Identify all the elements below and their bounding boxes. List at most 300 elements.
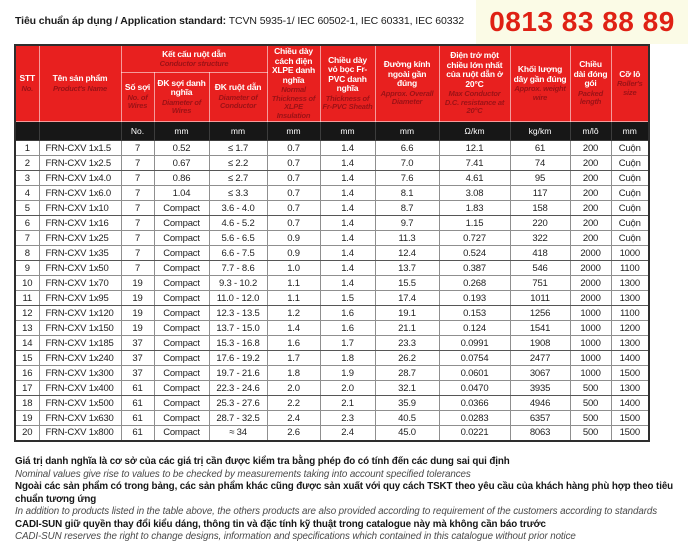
- cell-col10: 2000: [570, 261, 611, 276]
- cell-col6: 1.7: [320, 336, 375, 351]
- cell-col5: 0.9: [267, 246, 320, 261]
- cell-col3: Compact: [154, 396, 209, 411]
- col-header-wire-diameter: ĐK sợi danh nghĩa Diameter of Wires: [154, 73, 209, 122]
- cell-col9: 74: [510, 156, 570, 171]
- cell-col8: 0.0991: [439, 336, 510, 351]
- cell-col10: 1000: [570, 336, 611, 351]
- note-vi: Ngoài các sản phẩm có trong bảng, các sản phẩm khác cũng được sản xuất với quy cách TSKT theo yêu cầu của khách hàng phù hợp theo tiêu chuẩn tương ứng: [15, 481, 674, 505]
- cell-col6: 1.4: [320, 171, 375, 186]
- cell-col1: FRN-CXV 1x16: [39, 216, 121, 231]
- cell-col3: 0.86: [154, 171, 209, 186]
- table-header: [15, 45, 649, 141]
- cell-col3: 0.67: [154, 156, 209, 171]
- cell-col0: 13: [15, 321, 39, 336]
- cell-col3: Compact: [154, 321, 209, 336]
- hotline-number: 0813 83 88 89: [489, 6, 675, 37]
- cell-col5: 0.7: [267, 171, 320, 186]
- cell-col11: 1400: [611, 396, 649, 411]
- col-header-packed-length: Chiều dài đóng gói Packed length: [570, 45, 611, 122]
- col-group-conductor-structure: Kết cấu ruột dẫn Conductor structure: [121, 45, 267, 73]
- cell-col10: 200: [570, 201, 611, 216]
- col-header-dc-resistance: Điện trở một chiều lớn nhất của ruột dẫn ở 20°C Max Conductor D.C. resistance at 20°C: [439, 45, 510, 122]
- unit-cell: m/lô: [570, 122, 611, 141]
- cell-col2: 19: [121, 291, 154, 306]
- hotline-box: [476, 0, 688, 44]
- unit-cell: mm: [209, 122, 267, 141]
- cell-col6: 1.6: [320, 306, 375, 321]
- cell-col0: 4: [15, 186, 39, 201]
- cell-col8: 7.41: [439, 156, 510, 171]
- cell-col9: 1541: [510, 321, 570, 336]
- cell-col5: 2.0: [267, 381, 320, 396]
- cell-col2: 7: [121, 156, 154, 171]
- cell-col11: 1300: [611, 291, 649, 306]
- cell-col1: FRN-CXV 1x500: [39, 396, 121, 411]
- cell-col10: 200: [570, 171, 611, 186]
- cell-col3: Compact: [154, 261, 209, 276]
- table-row: [15, 291, 649, 306]
- cell-col11: 1300: [611, 381, 649, 396]
- spec-table: [14, 44, 650, 442]
- note-en: Nominal values give rise to values to be checked by measurements taking into account specified tolerances: [15, 468, 471, 480]
- cell-col10: 200: [570, 141, 611, 156]
- cell-col4: 3.6 - 4.0: [209, 201, 267, 216]
- cell-col6: 1.4: [320, 141, 375, 156]
- cell-col2: 7: [121, 186, 154, 201]
- cell-col2: 7: [121, 216, 154, 231]
- cell-col1: FRN-CXV 1x35: [39, 246, 121, 261]
- cell-col0: 7: [15, 231, 39, 246]
- cell-col8: 0.0470: [439, 381, 510, 396]
- table-row: [15, 216, 649, 231]
- unit-cell: mm: [320, 122, 375, 141]
- cell-col10: 500: [570, 411, 611, 426]
- cell-col9: 117: [510, 186, 570, 201]
- cell-col4: 17.6 - 19.2: [209, 351, 267, 366]
- cell-col1: FRN-CXV 1x240: [39, 351, 121, 366]
- cell-col1: FRN-CXV 1x2.5: [39, 156, 121, 171]
- cell-col2: 61: [121, 396, 154, 411]
- cell-col7: 32.1: [375, 381, 439, 396]
- cell-col5: 1.4: [267, 321, 320, 336]
- table-row: [15, 156, 649, 171]
- cell-col9: 2477: [510, 351, 570, 366]
- cell-col10: 2000: [570, 291, 611, 306]
- table-row: [15, 411, 649, 426]
- cell-col0: 20: [15, 426, 39, 441]
- cell-col0: 6: [15, 216, 39, 231]
- unit-cell-blank: [15, 122, 39, 141]
- cell-col11: Cuộn: [611, 186, 649, 201]
- cell-col7: 9.7: [375, 216, 439, 231]
- cell-col0: 2: [15, 156, 39, 171]
- cell-col5: 0.7: [267, 186, 320, 201]
- cell-col10: 500: [570, 381, 611, 396]
- cell-col0: 11: [15, 291, 39, 306]
- cell-col8: 1.83: [439, 201, 510, 216]
- col-header-product-name: Tên sản phẩm Product's Name: [39, 45, 121, 122]
- col-header-stt-vi: STT: [19, 73, 35, 83]
- cell-col5: 1.0: [267, 261, 320, 276]
- cell-col9: 3067: [510, 366, 570, 381]
- cell-col4: 9.3 - 10.2: [209, 276, 267, 291]
- cell-col4: ≤ 1.7: [209, 141, 267, 156]
- cell-col7: 6.6: [375, 141, 439, 156]
- col-header-roller-size: Cỡ lô Roller's size: [611, 45, 649, 122]
- cell-col4: 12.3 - 13.5: [209, 306, 267, 321]
- cell-col2: 7: [121, 261, 154, 276]
- unit-cell-blank: [39, 122, 121, 141]
- cell-col0: 18: [15, 396, 39, 411]
- cell-col1: FRN-CXV 1x300: [39, 366, 121, 381]
- cell-col1: FRN-CXV 1x25: [39, 231, 121, 246]
- cell-col2: 37: [121, 366, 154, 381]
- cell-col11: Cuộn: [611, 231, 649, 246]
- cell-col9: 1011: [510, 291, 570, 306]
- cell-col1: FRN-CXV 1x185: [39, 336, 121, 351]
- cell-col11: Cuộn: [611, 201, 649, 216]
- cell-col6: 1.4: [320, 246, 375, 261]
- cell-col7: 40.5: [375, 411, 439, 426]
- cell-col8: 0.0601: [439, 366, 510, 381]
- cell-col1: FRN-CXV 1x70: [39, 276, 121, 291]
- cell-col11: 1100: [611, 261, 649, 276]
- cell-col5: 2.6: [267, 426, 320, 441]
- cell-col1: FRN-CXV 1x4.0: [39, 171, 121, 186]
- cell-col10: 200: [570, 216, 611, 231]
- note-vi: CADI-SUN giữ quyền thay đổi kiểu dáng, thông tin và đặc tính kỹ thuật trong catalogue này mà không cần báo trước: [15, 518, 546, 530]
- cell-col8: 0.0221: [439, 426, 510, 441]
- cell-col9: 220: [510, 216, 570, 231]
- cell-col6: 1.8: [320, 351, 375, 366]
- cell-col5: 1.1: [267, 291, 320, 306]
- cell-col3: Compact: [154, 216, 209, 231]
- cell-col0: 17: [15, 381, 39, 396]
- cell-col6: 1.6: [320, 321, 375, 336]
- cell-col4: ≤ 2.7: [209, 171, 267, 186]
- table-row: [15, 231, 649, 246]
- cell-col1: FRN-CXV 1x400: [39, 381, 121, 396]
- table-row: [15, 201, 649, 216]
- cell-col0: 19: [15, 411, 39, 426]
- col-header-stt-en: No.: [21, 83, 33, 93]
- table-row: [15, 396, 649, 411]
- cell-col2: 19: [121, 306, 154, 321]
- cell-col2: 61: [121, 411, 154, 426]
- cell-col10: 200: [570, 186, 611, 201]
- cell-col4: 19.7 - 21.6: [209, 366, 267, 381]
- cell-col4: 11.0 - 12.0: [209, 291, 267, 306]
- cell-col8: 0.0754: [439, 351, 510, 366]
- cell-col9: 1908: [510, 336, 570, 351]
- cell-col9: 4946: [510, 396, 570, 411]
- table-row: [15, 366, 649, 381]
- table-row: [15, 141, 649, 156]
- cell-col4: 4.6 - 5.2: [209, 216, 267, 231]
- cell-col3: Compact: [154, 231, 209, 246]
- cell-col9: 8063: [510, 426, 570, 441]
- cell-col9: 1256: [510, 306, 570, 321]
- cell-col7: 26.2: [375, 351, 439, 366]
- cell-col8: 0.387: [439, 261, 510, 276]
- cell-col7: 15.5: [375, 276, 439, 291]
- units-row: [15, 122, 649, 141]
- application-standard-label: Tiêu chuẩn áp dụng / Application standard:: [15, 15, 227, 27]
- cell-col4: ≈ 34: [209, 426, 267, 441]
- footer-notes: [15, 456, 675, 544]
- cell-col4: ≤ 2.2: [209, 156, 267, 171]
- top-bar: [0, 0, 688, 44]
- cell-col7: 21.1: [375, 321, 439, 336]
- col-header-stt: [15, 45, 39, 122]
- cell-col3: 0.52: [154, 141, 209, 156]
- cell-col4: 15.3 - 16.8: [209, 336, 267, 351]
- cell-col10: 500: [570, 396, 611, 411]
- cell-col1: FRN-CXV 1x1.5: [39, 141, 121, 156]
- cell-col11: 1200: [611, 321, 649, 336]
- table-row: [15, 336, 649, 351]
- table-row: [15, 186, 649, 201]
- cell-col7: 45.0: [375, 426, 439, 441]
- cell-col2: 37: [121, 336, 154, 351]
- table-row: [15, 321, 649, 336]
- cell-col11: Cuộn: [611, 171, 649, 186]
- cell-col2: 7: [121, 231, 154, 246]
- cell-col0: 9: [15, 261, 39, 276]
- cell-col8: 4.61: [439, 171, 510, 186]
- cell-col1: FRN-CXV 1x800: [39, 426, 121, 441]
- cell-col9: 418: [510, 246, 570, 261]
- cell-col5: 0.9: [267, 231, 320, 246]
- cell-col9: 6357: [510, 411, 570, 426]
- cell-col11: 1100: [611, 306, 649, 321]
- cell-col10: 500: [570, 426, 611, 441]
- cell-col1: FRN-CXV 1x150: [39, 321, 121, 336]
- cell-col5: 2.2: [267, 396, 320, 411]
- cell-col4: 13.7 - 15.0: [209, 321, 267, 336]
- cell-col11: Cuộn: [611, 216, 649, 231]
- cell-col0: 15: [15, 351, 39, 366]
- cell-col1: FRN-CXV 1x95: [39, 291, 121, 306]
- cell-col5: 2.4: [267, 411, 320, 426]
- cell-col2: 7: [121, 141, 154, 156]
- cell-col5: 0.7: [267, 201, 320, 216]
- cell-col6: 2.3: [320, 411, 375, 426]
- col-header-overall-diameter: Đường kính ngoài gần đúng Approx. Overall Diameter: [375, 45, 439, 122]
- cell-col7: 35.9: [375, 396, 439, 411]
- cell-col7: 13.7: [375, 261, 439, 276]
- cell-col7: 12.4: [375, 246, 439, 261]
- cell-col11: 1500: [611, 426, 649, 441]
- cell-col11: 1400: [611, 351, 649, 366]
- cell-col6: 1.9: [320, 366, 375, 381]
- cell-col3: Compact: [154, 276, 209, 291]
- cell-col6: 2.1: [320, 396, 375, 411]
- unit-cell: mm: [154, 122, 209, 141]
- cell-col3: Compact: [154, 291, 209, 306]
- cell-col10: 1000: [570, 321, 611, 336]
- unit-cell: mm: [375, 122, 439, 141]
- col-header-no-of-wires: Số sợi No. of Wires: [121, 73, 154, 122]
- unit-cell: mm: [267, 122, 320, 141]
- cell-col0: 3: [15, 171, 39, 186]
- cell-col5: 1.6: [267, 336, 320, 351]
- cell-col7: 8.1: [375, 186, 439, 201]
- cell-col6: 2.0: [320, 381, 375, 396]
- cell-col2: 19: [121, 321, 154, 336]
- cell-col7: 17.4: [375, 291, 439, 306]
- cell-col10: 200: [570, 231, 611, 246]
- cell-col2: 19: [121, 276, 154, 291]
- cell-col5: 1.1: [267, 276, 320, 291]
- cell-col9: 61: [510, 141, 570, 156]
- cell-col2: 37: [121, 351, 154, 366]
- cell-col8: 1.15: [439, 216, 510, 231]
- cell-col6: 1.4: [320, 261, 375, 276]
- cell-col10: 2000: [570, 246, 611, 261]
- cell-col11: 1300: [611, 276, 649, 291]
- cell-col10: 2000: [570, 276, 611, 291]
- cell-col6: 1.4: [320, 276, 375, 291]
- cell-col11: 1000: [611, 246, 649, 261]
- cell-col8: 0.124: [439, 321, 510, 336]
- cell-col8: 0.0366: [439, 396, 510, 411]
- unit-cell: Ω/km: [439, 122, 510, 141]
- cell-col3: Compact: [154, 306, 209, 321]
- cell-col4: ≤ 3.3: [209, 186, 267, 201]
- cell-col10: 1000: [570, 366, 611, 381]
- application-standard-value: TCVN 5935-1/ IEC 60502-1, IEC 60331, IEC 60332: [226, 15, 464, 27]
- cell-col5: 0.7: [267, 216, 320, 231]
- cell-col7: 23.3: [375, 336, 439, 351]
- cell-col7: 19.1: [375, 306, 439, 321]
- note-en: In addition to products listed in the table above, the others products are also provided according to requirement of the customers according to standards: [15, 506, 658, 517]
- cell-col6: 1.4: [320, 156, 375, 171]
- cell-col8: 3.08: [439, 186, 510, 201]
- cell-col0: 10: [15, 276, 39, 291]
- cell-col4: 5.6 - 6.5: [209, 231, 267, 246]
- cell-col2: 61: [121, 426, 154, 441]
- cell-col6: 1.4: [320, 201, 375, 216]
- cell-col11: Cuộn: [611, 156, 649, 171]
- cell-col6: 2.4: [320, 426, 375, 441]
- cell-col3: Compact: [154, 351, 209, 366]
- cell-col5: 0.7: [267, 141, 320, 156]
- col-header-sheath-thickness: Chiều dày vỏ bọc Fr-PVC danh nghĩa Thickness of Fr-PVC Sheath: [320, 45, 375, 122]
- cell-col0: 8: [15, 246, 39, 261]
- cell-col4: 25.3 - 27.6: [209, 396, 267, 411]
- cell-col9: 322: [510, 231, 570, 246]
- col-header-xlpe-thickness: Chiều dày cách điện XLPE danh nghĩa Normal Thickness of XLPE Insulation: [267, 45, 320, 122]
- cell-col8: 0.524: [439, 246, 510, 261]
- unit-cell: kg/km: [510, 122, 570, 141]
- cell-col4: 22.3 - 24.6: [209, 381, 267, 396]
- cell-col1: FRN-CXV 1x50: [39, 261, 121, 276]
- cell-col6: 1.4: [320, 216, 375, 231]
- cell-col4: 28.7 - 32.5: [209, 411, 267, 426]
- cell-col2: 7: [121, 246, 154, 261]
- cell-col8: 0.268: [439, 276, 510, 291]
- cell-col6: 1.4: [320, 231, 375, 246]
- application-standard-line: [15, 15, 464, 27]
- cell-col1: FRN-CXV 1x120: [39, 306, 121, 321]
- col-header-weight: Khối lượng dây gần đúng Approx. weight wire: [510, 45, 570, 122]
- cell-col11: Cuộn: [611, 141, 649, 156]
- cell-col3: Compact: [154, 246, 209, 261]
- cell-col10: 1000: [570, 306, 611, 321]
- cell-col0: 14: [15, 336, 39, 351]
- cell-col7: 28.7: [375, 366, 439, 381]
- cell-col6: 1.4: [320, 186, 375, 201]
- table-row: [15, 306, 649, 321]
- unit-cell: mm: [611, 122, 649, 141]
- table-row: [15, 276, 649, 291]
- cell-col5: 0.7: [267, 156, 320, 171]
- cell-col3: Compact: [154, 366, 209, 381]
- cell-col7: 8.7: [375, 201, 439, 216]
- cell-col0: 12: [15, 306, 39, 321]
- cell-col10: 1000: [570, 351, 611, 366]
- cell-col5: 1.7: [267, 351, 320, 366]
- table-row: [15, 171, 649, 186]
- cell-col8: 0.0283: [439, 411, 510, 426]
- cell-col5: 1.8: [267, 366, 320, 381]
- cell-col9: 158: [510, 201, 570, 216]
- table-row: [15, 246, 649, 261]
- table-row: [15, 351, 649, 366]
- cell-col1: FRN-CXV 1x10: [39, 201, 121, 216]
- cell-col5: 1.2: [267, 306, 320, 321]
- cell-col4: 6.6 - 7.5: [209, 246, 267, 261]
- cell-col3: Compact: [154, 426, 209, 441]
- note-vi: Giá trị danh nghĩa là cơ sở của các giá trị cần được kiểm tra bằng phép đo có tính đến các dung sai qui định: [15, 456, 510, 467]
- cell-col1: FRN-CXV 1x6.0: [39, 186, 121, 201]
- cell-col8: 0.153: [439, 306, 510, 321]
- table-row: [15, 381, 649, 396]
- cell-col8: 0.727: [439, 231, 510, 246]
- cell-col0: 16: [15, 366, 39, 381]
- cell-col3: Compact: [154, 411, 209, 426]
- unit-cell: No.: [121, 122, 154, 141]
- cell-col3: Compact: [154, 201, 209, 216]
- cell-col9: 3935: [510, 381, 570, 396]
- note-en: CADI-SUN reserves the right to change designs, information and specifications which contained in this catalogue without prior notice: [15, 531, 576, 542]
- cell-col11: 1500: [611, 411, 649, 426]
- cell-col7: 7.0: [375, 156, 439, 171]
- cell-col7: 7.6: [375, 171, 439, 186]
- cell-col0: 1: [15, 141, 39, 156]
- cell-col11: 1300: [611, 336, 649, 351]
- cell-col0: 5: [15, 201, 39, 216]
- cell-col8: 0.193: [439, 291, 510, 306]
- cell-col3: Compact: [154, 381, 209, 396]
- cell-col3: 1.04: [154, 186, 209, 201]
- cell-col9: 751: [510, 276, 570, 291]
- cell-col11: 1500: [611, 366, 649, 381]
- cell-col1: FRN-CXV 1x630: [39, 411, 121, 426]
- cell-col2: 7: [121, 171, 154, 186]
- cell-col3: Compact: [154, 336, 209, 351]
- cell-col4: 7.7 - 8.6: [209, 261, 267, 276]
- cell-col10: 200: [570, 156, 611, 171]
- table-row: [15, 426, 649, 441]
- cell-col6: 1.5: [320, 291, 375, 306]
- cell-col9: 95: [510, 171, 570, 186]
- cell-col8: 12.1: [439, 141, 510, 156]
- col-header-conductor-diameter: ĐK ruột dẫn Diameter of Conductor: [209, 73, 267, 122]
- table-row: [15, 261, 649, 276]
- cell-col2: 61: [121, 381, 154, 396]
